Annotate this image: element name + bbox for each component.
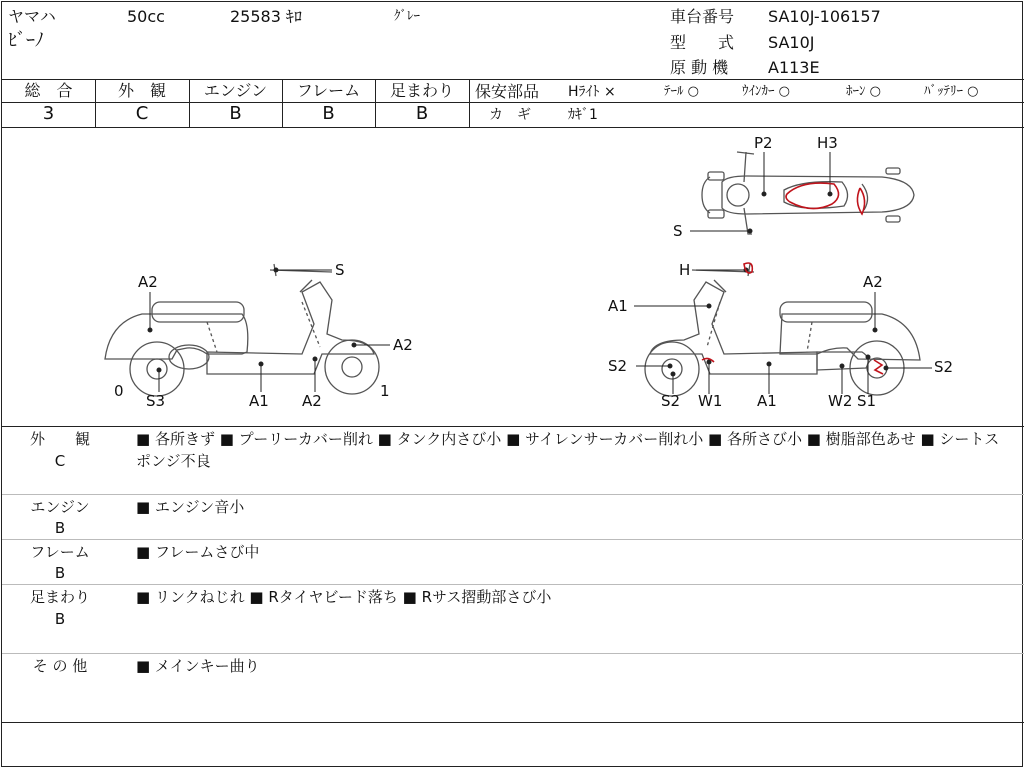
grade-value-suspension: B — [415, 103, 429, 124]
section-category: フレーム — [30, 543, 90, 561]
section-category: エンジン — [30, 498, 90, 516]
right-label-s1: S1 — [857, 392, 877, 410]
section-notes: ■ リンクねじれ ■ Rタイヤビード落ち ■ Rサス摺動部さび小 — [136, 588, 552, 606]
key-value: ｶｷﾞ1 — [568, 107, 598, 123]
maker: ヤマハ — [8, 7, 56, 26]
safety-title: 保安部品 — [475, 82, 540, 101]
right-label-s2-bottom: S2 — [661, 392, 681, 410]
divider — [2, 494, 1024, 495]
left-label-0: 0 — [114, 382, 124, 400]
winker-mark: ○ — [778, 84, 790, 99]
section-grade: B — [54, 610, 66, 628]
engine-label: 原 動 機 — [670, 58, 729, 77]
key-label: カ ギ — [489, 107, 531, 123]
divider — [469, 79, 470, 127]
left-label-s: S — [335, 261, 345, 279]
right-label-w1: W1 — [698, 392, 723, 410]
top-view-scooter — [702, 152, 914, 234]
grade-value-exterior: C — [135, 103, 149, 124]
right-label-h: H — [679, 261, 691, 279]
section-notes: ■ 各所きず ■ プーリーカバー削れ ■ タンク内さび小 ■ サイレンサーカバー削れ小 ■ 各所さび小 ■ 樹脂部色あせ ■ シートスポンジ不良 — [136, 430, 1000, 470]
section-grade: B — [54, 564, 66, 582]
divider — [2, 79, 1024, 80]
right-label-w2: W2 — [828, 392, 853, 410]
section-grade: C — [54, 452, 66, 470]
grade-header-exterior: 外 観 — [117, 81, 166, 100]
safety-horn: ﾎｰﾝ ○ — [846, 84, 881, 99]
section-notes: ■ メインキー曲り — [136, 657, 260, 675]
divider — [2, 426, 1024, 427]
type-value: SA10J — [768, 33, 815, 52]
grade-value-overall: 3 — [42, 103, 55, 124]
left-label-a2-top: A2 — [138, 273, 158, 291]
top-label-h3: H3 — [817, 134, 838, 152]
right-label-a2: A2 — [863, 273, 883, 291]
right-label-a1-top: A1 — [608, 297, 628, 315]
section-category: 足まわり — [29, 588, 90, 606]
divider — [469, 102, 1024, 103]
tail-mark: ○ — [687, 84, 699, 99]
right-label-s2-right: S2 — [934, 358, 954, 376]
frame-no: SA10J-106157 — [768, 7, 881, 26]
right-label-s2-left: S2 — [608, 357, 628, 375]
section-notes: ■ エンジン音小 — [136, 498, 245, 516]
left-label-a2-bottom: A2 — [302, 392, 322, 410]
left-label-a1: A1 — [249, 392, 269, 410]
grade-header-engine: エンジン — [203, 81, 268, 100]
section-category: 外 観 — [29, 430, 90, 448]
left-label-1: 1 — [380, 382, 390, 400]
section-category: そ の 他 — [32, 657, 88, 675]
divider — [2, 584, 1024, 585]
grade-value-frame: B — [322, 103, 335, 124]
safety-winker: ｳｲﾝｶｰ ○ — [742, 84, 790, 99]
horn-mark: ○ — [869, 84, 881, 99]
grade-header-suspension: 足まわり — [389, 81, 454, 100]
divider — [2, 722, 1024, 723]
scooter-diagram — [2, 128, 1024, 426]
top-label-p2: P2 — [754, 134, 773, 152]
top-label-s: S — [673, 222, 683, 240]
battery-mark: ○ — [967, 84, 979, 99]
divider — [2, 653, 1024, 654]
headlight-mark: × — [603, 84, 616, 100]
left-label-s3: S3 — [146, 392, 166, 410]
divider — [2, 539, 1024, 540]
frame-no-label: 車台番号 — [670, 7, 735, 26]
right-label-a1-bottom: A1 — [757, 392, 777, 410]
color: ｸﾞﾚｰ — [394, 9, 420, 24]
section-grade: B — [54, 519, 66, 537]
mileage: 25583 ｷﾛ — [230, 7, 302, 26]
displacement: 50cc — [127, 7, 165, 26]
safety-battery: ﾊﾞｯﾃﾘｰ ○ — [924, 84, 979, 99]
model-name: ﾋﾞｰﾉ — [8, 30, 44, 51]
type-label: 型 式 — [670, 33, 735, 52]
left-label-a2-right: A2 — [393, 336, 413, 354]
engine-value: A113E — [768, 58, 820, 77]
grade-value-engine: B — [229, 103, 242, 124]
inspection-sheet — [1, 1, 1023, 767]
safety-headlight: Hﾗｲﾄ × — [568, 84, 616, 100]
section-notes: ■ フレームさび中 — [136, 543, 260, 561]
safety-tail: ﾃｰﾙ ○ — [664, 84, 699, 99]
grade-header-frame: フレーム — [296, 81, 361, 100]
grade-header-overall: 総 合 — [24, 81, 73, 100]
